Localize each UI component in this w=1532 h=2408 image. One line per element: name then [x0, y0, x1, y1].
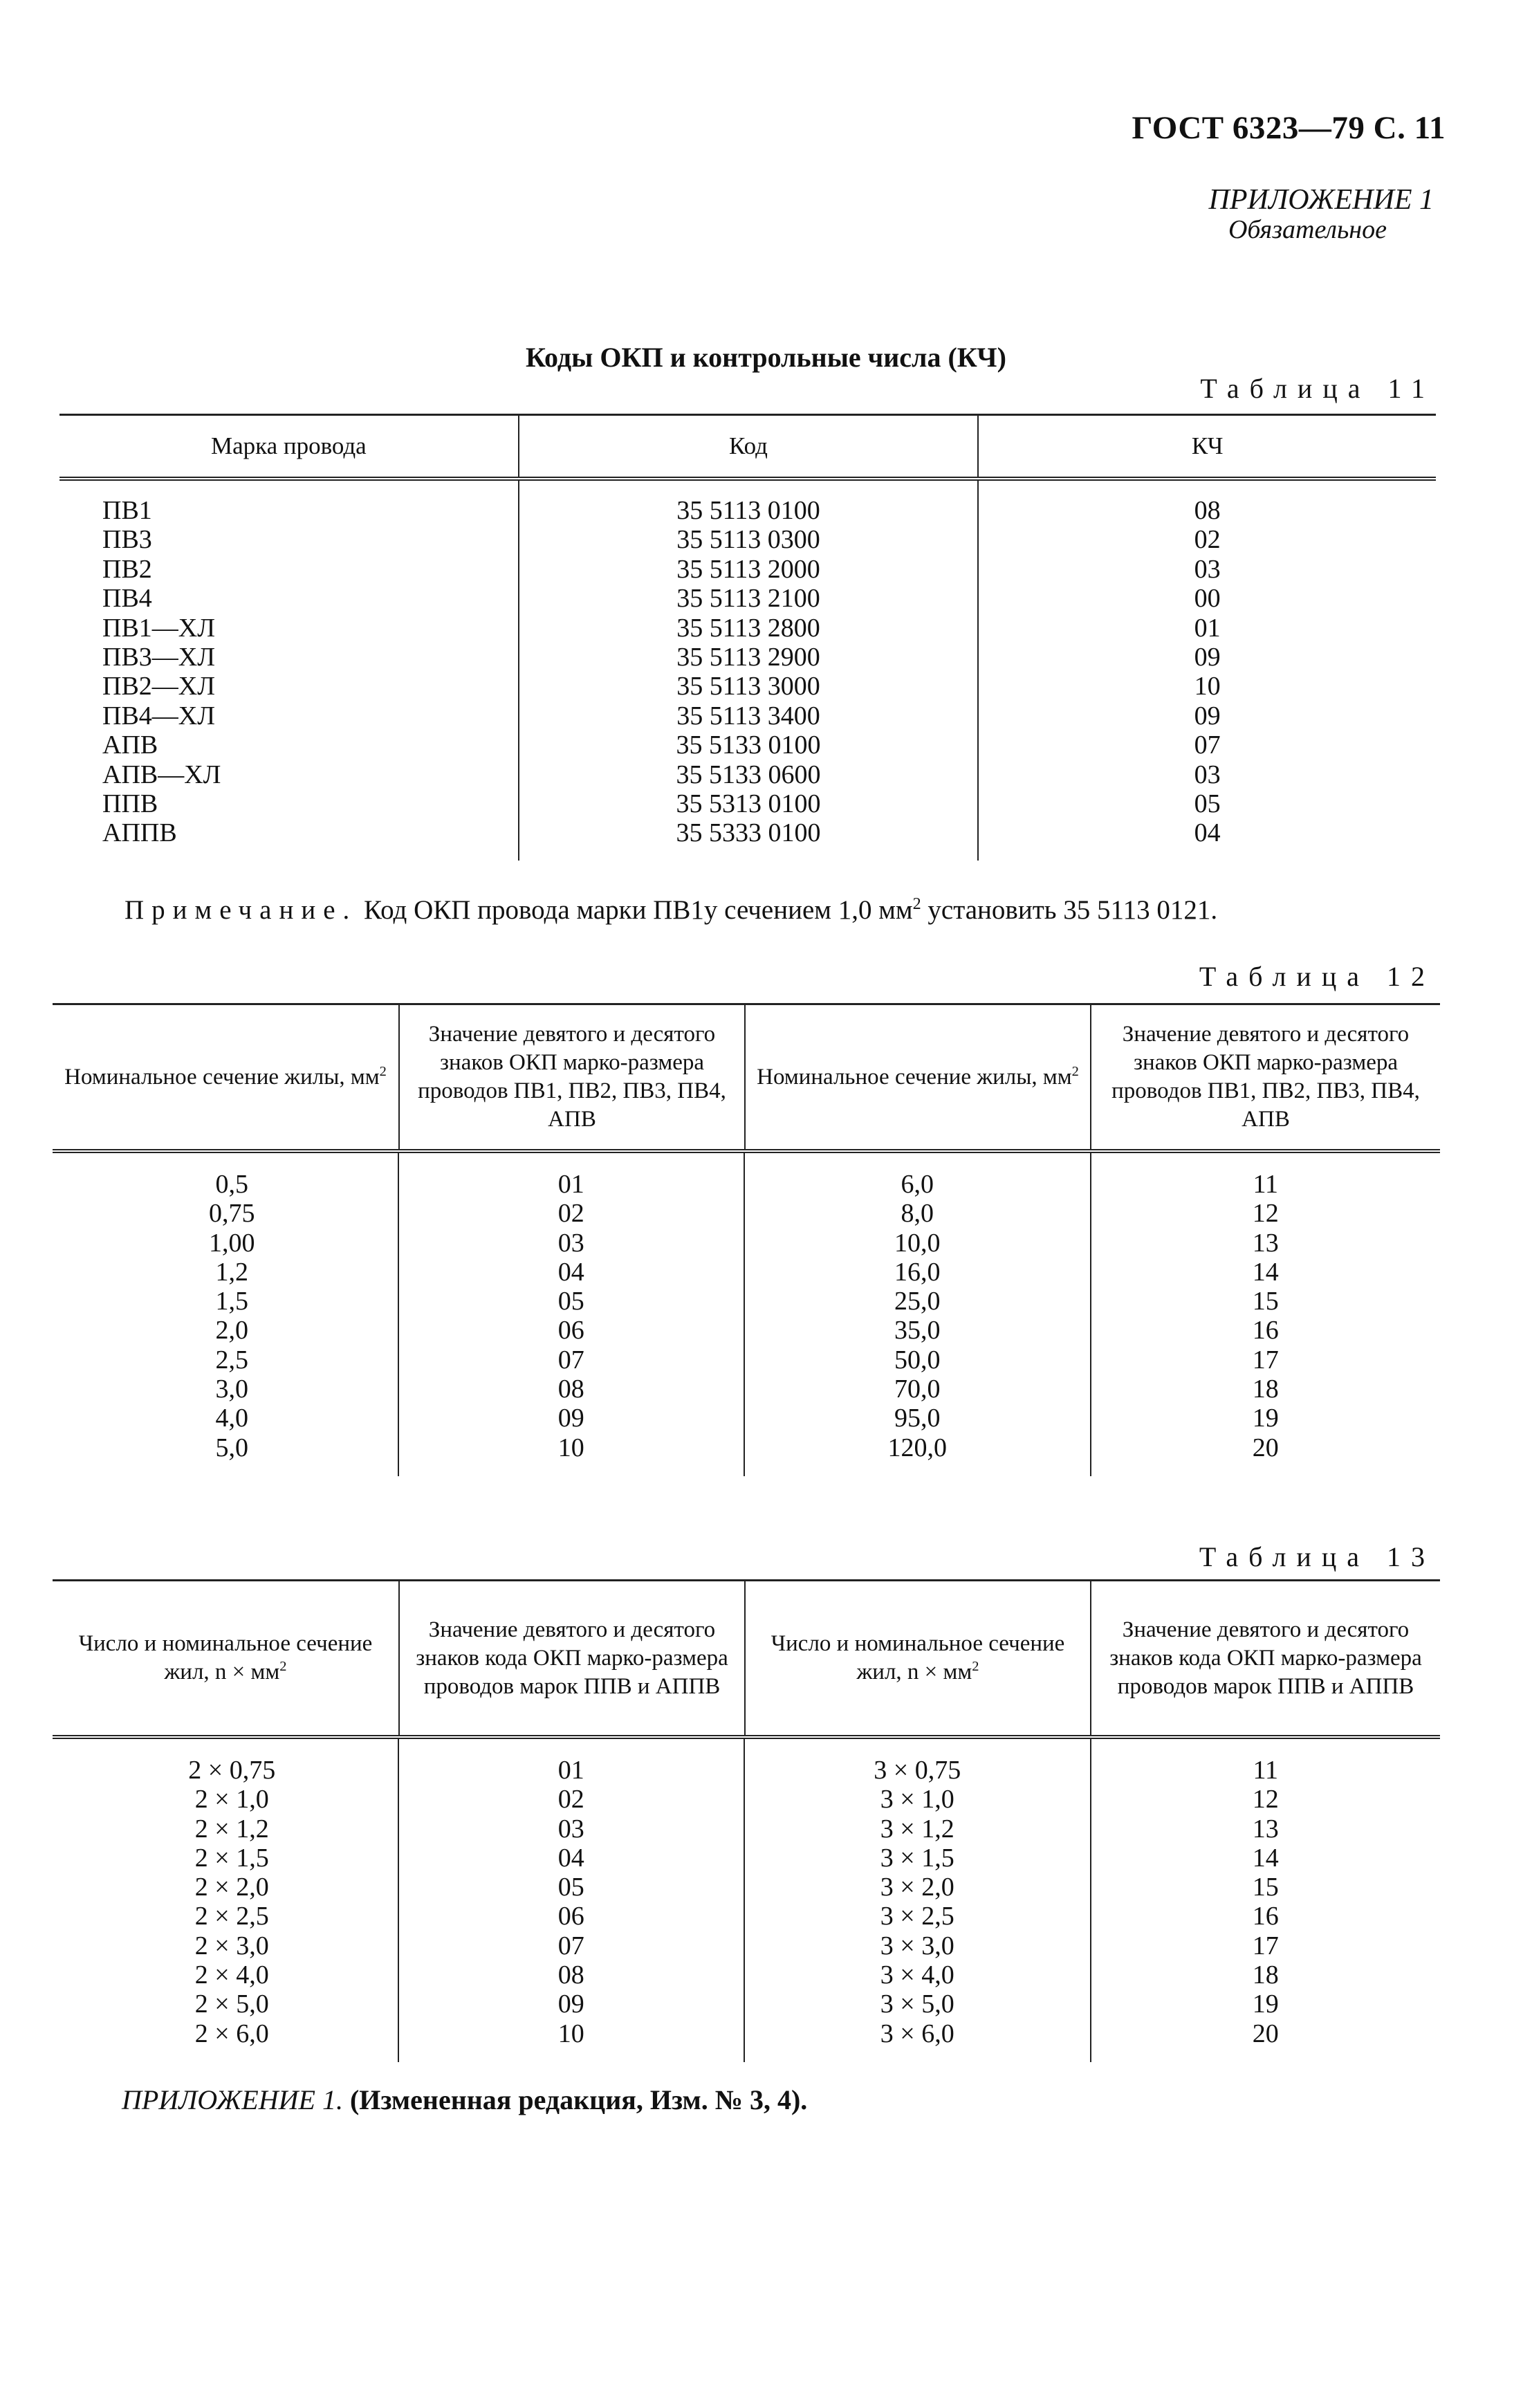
table12-cell-section: 25,0 [894, 1287, 941, 1316]
table12-cell-section: 3,0 [215, 1375, 248, 1404]
table11-cell-code: 35 5113 2100 [676, 584, 820, 614]
table11-cell-kch: 00 [1194, 584, 1221, 614]
table12-col-section-1 [53, 1153, 398, 1476]
table13-cell-code: 13 [1252, 1814, 1279, 1844]
table13-cell-section: 3 × 0,75 [874, 1756, 961, 1785]
table13-cell-code: 02 [557, 1785, 584, 1814]
table13 [53, 1579, 1440, 2062]
table12-cell-code: 13 [1252, 1228, 1279, 1258]
table12-label: Таблица 12 [1199, 961, 1435, 992]
table13-header-code-1: Значение девятого и десятого знаков кода ОКП марко-размера проводов марок ППВ и АППВ [398, 1581, 744, 1735]
table11-cell-code: 35 5113 2000 [676, 554, 820, 584]
table13-cell-code: 09 [557, 1989, 584, 2019]
table13-cell-code: 15 [1252, 1873, 1279, 1902]
table11-cell-code: 35 5113 2900 [676, 642, 820, 672]
table11-cell-code: 35 5113 3400 [676, 701, 820, 730]
table13-cell-code: 16 [1252, 1902, 1279, 1931]
table11-cell-mark: ПВ3—ХЛ [102, 642, 216, 672]
table13-col-section-2 [744, 1739, 1090, 2062]
table12-cell-section: 1,2 [215, 1257, 248, 1287]
table13-cell-code: 20 [1252, 2019, 1279, 2048]
table12-cell-code: 05 [557, 1287, 584, 1316]
table13-cell-section: 3 × 5,0 [880, 1989, 954, 2019]
table12 [53, 1003, 1440, 1476]
table11-col-mark [59, 481, 518, 861]
table12-cell-section: 16,0 [894, 1257, 941, 1287]
table13-cell-section: 3 × 1,2 [880, 1814, 954, 1844]
table11-cell-kch: 03 [1194, 554, 1221, 584]
table11-header-mark: Марка провода [210, 432, 367, 459]
table11-cell-mark: АПВ [102, 730, 158, 760]
table11-col-kch [977, 481, 1436, 861]
table12-cell-code: 09 [557, 1404, 584, 1433]
table12-cell-section: 4,0 [215, 1404, 248, 1433]
table12-cell-code: 12 [1252, 1199, 1279, 1229]
table13-cell-section: 3 × 6,0 [880, 2019, 954, 2048]
table13-cell-code: 03 [557, 1814, 584, 1844]
table12-cell-section: 70,0 [894, 1375, 941, 1404]
table12-cell-section: 8,0 [901, 1199, 934, 1229]
table13-cell-section: 3 × 2,5 [880, 1902, 954, 1931]
table12-cell-section: 1,00 [209, 1228, 255, 1258]
table11-header-code: Код [518, 416, 978, 477]
table13-cell-code: 11 [1253, 1756, 1279, 1785]
table12-cell-section: 5,0 [215, 1433, 248, 1462]
table12-cell-section: 6,0 [901, 1170, 934, 1199]
table12-col-code-2 [1090, 1153, 1440, 1476]
table13-cell-section: 3 × 2,0 [880, 1873, 954, 1902]
table12-cell-section: 120,0 [887, 1433, 947, 1462]
table11-cell-kch: 09 [1194, 642, 1221, 672]
table13-cell-section: 3 × 3,0 [880, 1931, 954, 1960]
table12-cell-code: 02 [557, 1199, 584, 1229]
table12-cell-code: 07 [557, 1345, 584, 1375]
table12-cell-code: 10 [557, 1433, 584, 1462]
table11 [59, 414, 1436, 861]
table11-caption: Коды ОКП и контрольные числа (КЧ) [526, 342, 1006, 373]
table13-cell-code: 08 [557, 1960, 584, 1990]
table13-cell-section: 3 × 1,5 [880, 1843, 954, 1873]
table11-cell-mark: ППВ [102, 789, 158, 818]
table13-cell-section: 3 × 1,0 [880, 1785, 954, 1814]
table13-cell-section: 2 × 4,0 [194, 1960, 269, 1990]
table12-header-code-2: Значение девятого и десятого знаков ОКП марко-размера проводов ПВ1, ПВ2, ПВ3, ПВ4, АПВ [1090, 1005, 1440, 1149]
table11-cell-code: 35 5113 0100 [676, 496, 820, 525]
table11-cell-mark: АПВ—ХЛ [102, 760, 221, 789]
table12-header-code-1: Значение девятого и десятого знаков ОКП марко-размера проводов ПВ1, ПВ2, ПВ3, ПВ4, АПВ [398, 1005, 744, 1149]
table13-label: Таблица 13 [1199, 1541, 1435, 1572]
table13-col-code-2 [1090, 1739, 1440, 2062]
table12-header-section-1 [53, 1005, 398, 1149]
table11-label: Таблица 11 [1200, 373, 1435, 404]
table12-cell-section: 2,0 [215, 1316, 248, 1345]
table13-col-section-1 [53, 1739, 398, 2062]
table12-cell-section: 50,0 [894, 1345, 941, 1375]
note-sup: 2 [912, 894, 921, 913]
table12-body [53, 1153, 1440, 1476]
table11-cell-mark: ПВ1—ХЛ [102, 613, 216, 643]
table11-cell-mark: ПВ2—ХЛ [102, 672, 216, 701]
table12-cell-section: 0,75 [209, 1199, 255, 1229]
table12-cell-code: 08 [557, 1375, 584, 1404]
table12-h1-sup: 2 [379, 1063, 387, 1079]
table13-header-code-2: Значение девятого и десятого знаков кода ОКП марко-размера проводов марок ППВ и АППВ [1090, 1581, 1440, 1735]
document-reference: ГОСТ 6323—79 С. 11 [1132, 110, 1446, 146]
note-label: Примечание. [124, 895, 358, 925]
table11-cell-kch: 01 [1194, 613, 1221, 643]
footer-revision: (Измененная редакция, Изм. № 3, 4). [342, 2084, 808, 2115]
table13-cell-section: 2 × 5,0 [194, 1989, 269, 2019]
table11-cell-kch: 04 [1194, 818, 1221, 848]
table13-cell-code: 12 [1252, 1785, 1279, 1814]
table12-cell-section: 0,5 [215, 1170, 248, 1199]
table13-cell-code: 10 [557, 2019, 584, 2048]
table12-h3-text: Номинальное сечение жилы, мм [757, 1064, 1072, 1090]
table11-cell-kch: 07 [1194, 730, 1221, 760]
table12-h3-sup: 2 [1071, 1063, 1079, 1079]
table12-cell-section: 10,0 [894, 1228, 941, 1258]
table11-cell-code: 35 5113 2800 [676, 613, 820, 643]
table12-cell-code: 03 [557, 1228, 584, 1258]
table12-cell-code: 04 [557, 1257, 584, 1287]
table13-cell-code: 19 [1252, 1989, 1279, 2019]
table11-cell-mark: АППВ [102, 818, 177, 848]
table11-cell-mark: ПВ1 [102, 496, 152, 525]
table13-cell-code: 17 [1252, 1931, 1279, 1960]
table13-cell-section: 2 × 2,0 [194, 1873, 269, 1902]
table12-cell-code: 18 [1252, 1375, 1279, 1404]
table13-cell-section: 2 × 2,5 [194, 1902, 269, 1931]
table11-cell-mark: ПВ4—ХЛ [102, 701, 216, 730]
table13-cell-code: 01 [557, 1756, 584, 1785]
table13-cell-section: 2 × 0,75 [188, 1756, 276, 1785]
table13-cell-section: 2 × 3,0 [194, 1931, 269, 1960]
table11-cell-kch: 03 [1194, 760, 1221, 789]
table12-cell-section: 2,5 [215, 1345, 248, 1375]
table12-header-section-2 [744, 1005, 1090, 1149]
table13-cell-section: 2 × 1,0 [194, 1785, 269, 1814]
table12-cell-code: 06 [557, 1316, 584, 1345]
table13-cell-code: 04 [557, 1843, 584, 1873]
appendix-footer-note [122, 2084, 807, 2116]
table11-cell-code: 35 5113 0300 [676, 525, 820, 555]
table12-cell-code: 01 [557, 1170, 584, 1199]
table11-cell-code: 35 5333 0100 [676, 818, 821, 848]
table11-col-code [518, 481, 978, 861]
table12-cell-code: 17 [1252, 1345, 1279, 1375]
table11-body [59, 481, 1436, 861]
table12-col-code-1 [398, 1153, 744, 1476]
table12-cell-section: 95,0 [894, 1404, 941, 1433]
table13-h1-text: Число и номинальное сечение жил, n × мм [78, 1631, 373, 1684]
appendix-status: Обязательное [1228, 215, 1387, 244]
table11-cell-code: 35 5113 3000 [676, 672, 820, 701]
table11-cell-mark: ПВ4 [102, 584, 152, 614]
note [124, 894, 1217, 926]
table12-header [53, 1003, 1440, 1153]
table13-cell-section: 3 × 4,0 [880, 1960, 954, 1990]
table11-cell-kch: 09 [1194, 701, 1221, 730]
table11-header-kch: КЧ [977, 416, 1436, 477]
table12-cell-code: 11 [1253, 1170, 1279, 1199]
table13-cell-code: 06 [557, 1902, 584, 1931]
table13-header-section-1 [53, 1581, 398, 1735]
table13-cell-code: 05 [557, 1873, 584, 1902]
table13-cell-section: 2 × 1,2 [194, 1814, 269, 1844]
table12-cell-section: 35,0 [894, 1316, 941, 1345]
table13-h3-text: Число и номинальное сечение жил, n × мм [770, 1631, 1065, 1684]
table11-cell-kch: 05 [1194, 789, 1221, 818]
table11-cell-kch: 08 [1194, 496, 1221, 525]
table13-col-code-1 [398, 1739, 744, 2062]
note-text: Код ОКП провода марки ПВ1у сечением 1,0 мм [357, 895, 913, 925]
table11-cell-kch: 02 [1194, 525, 1221, 555]
table13-cell-code: 07 [557, 1931, 584, 1960]
footer-appendix-ref: ПРИЛОЖЕНИЕ 1. [122, 2084, 343, 2115]
table12-cell-code: 16 [1252, 1316, 1279, 1345]
table12-cell-code: 15 [1252, 1287, 1279, 1316]
table13-cell-section: 2 × 1,5 [194, 1843, 269, 1873]
table13-header-section-2 [744, 1581, 1090, 1735]
table13-cell-code: 14 [1252, 1843, 1279, 1873]
table13-cell-code: 18 [1252, 1960, 1279, 1990]
table11-cell-code: 35 5313 0100 [676, 789, 821, 818]
table12-col-section-2 [744, 1153, 1090, 1476]
table11-cell-mark: ПВ3 [102, 525, 152, 555]
table12-cell-code: 19 [1252, 1404, 1279, 1433]
table13-h1-sup: 2 [279, 1659, 287, 1674]
table12-cell-code: 14 [1252, 1257, 1279, 1287]
appendix-title: ПРИЛОЖЕНИЕ 1 [1208, 184, 1434, 216]
table12-h1-text: Номинальное сечение жилы, мм [64, 1064, 380, 1090]
table11-cell-kch: 10 [1194, 672, 1221, 701]
table12-cell-code: 20 [1252, 1433, 1279, 1462]
table13-cell-section: 2 × 6,0 [194, 2019, 269, 2048]
table11-cell-code: 35 5133 0100 [676, 730, 821, 760]
note-text-end: установить 35 5113 0121. [921, 895, 1218, 925]
table11-cell-code: 35 5133 0600 [676, 760, 821, 789]
table11-header [59, 414, 1436, 481]
table13-body [53, 1739, 1440, 2062]
table13-header [53, 1579, 1440, 1739]
table13-h3-sup: 2 [972, 1659, 979, 1674]
table11-cell-mark: ПВ2 [102, 554, 152, 584]
table12-cell-section: 1,5 [215, 1287, 248, 1316]
